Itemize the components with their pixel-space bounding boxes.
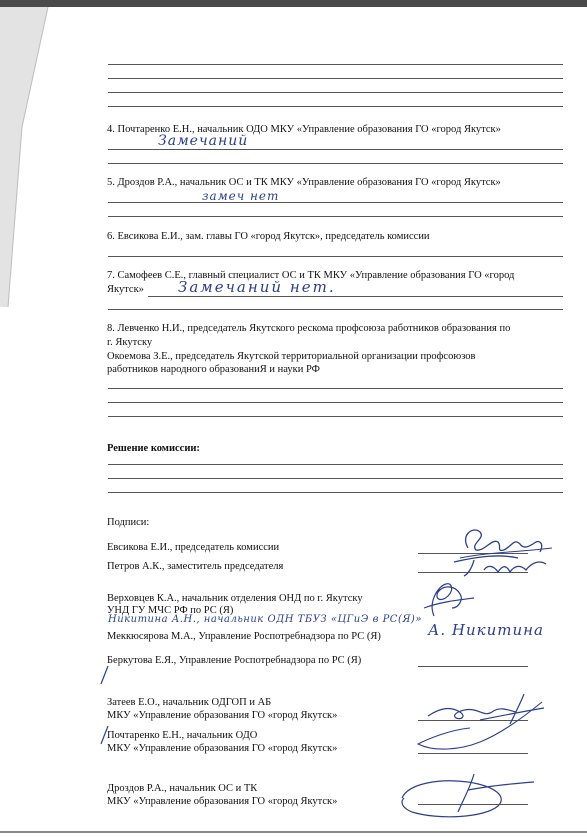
blank-line	[108, 402, 563, 403]
signer-pochtarenko-line-2: МКУ «Управление образования ГО «город Якутск»	[107, 743, 338, 754]
signer-zateev-line-2: МКУ «Управление образования ГО «город Якутск»	[107, 710, 338, 721]
handwritten-signer-name: А. Никитина	[428, 621, 544, 639]
blank-line	[108, 388, 563, 389]
section-8-line-3: Окоемова З.Е., председатель Якутской территориальной организации профсоюзов	[107, 351, 476, 362]
signature-petrov	[440, 548, 560, 580]
decision-heading: Решение комиссии:	[107, 443, 200, 454]
blank-line	[108, 163, 563, 164]
section-7-line-2: Якутск»	[107, 284, 144, 295]
blank-line	[108, 106, 563, 107]
blank-line	[108, 464, 563, 465]
signature-line	[418, 666, 528, 667]
scan-fold-shadow	[0, 7, 60, 307]
section-5-text: 5. Дроздов Р.А., начальник ОС и ТК МКУ «Управление образования ГО «город Якутск»	[107, 177, 501, 188]
signature-drozdov	[398, 768, 548, 824]
signer-evsikova: Евсикова Е.И., председатель комиссии	[107, 542, 280, 553]
blank-line	[148, 296, 563, 297]
signatures-heading: Подписи:	[107, 517, 150, 528]
section-4-handwriting: Замечаний	[158, 133, 249, 149]
signer-mekkyusyarova: Меккюсярова М.А., Управление Роспотребнадзора по РС (Я)	[107, 631, 381, 642]
signature-pochtarenko	[410, 700, 550, 760]
blank-line	[108, 216, 563, 217]
section-8-line-2: г. Якутску	[107, 337, 153, 348]
signer-drozdov-line-2: МКУ «Управление образования ГО «город Якутск»	[107, 796, 338, 807]
signer-verkhovtsev-line-1: Верховцев К.А., начальник отделения ОНД по г. Якутску	[107, 593, 363, 604]
blank-line	[108, 149, 563, 150]
blank-line	[108, 492, 563, 493]
blank-line	[108, 202, 563, 203]
signer-petrov: Петров А.К., заместитель председателя	[107, 561, 284, 572]
section-4-text: 4. Почтаренко Е.Н., начальник ОДО МКУ «Управление образования ГО «город Якутск»	[107, 124, 501, 135]
blank-line	[108, 92, 563, 93]
section-6-text: 6. Евсикова Е.И., зам. главы ГО «город Якутск», председатель комиссии	[107, 231, 430, 242]
signer-drozdov-line-1: Дроздов Р.А., начальник ОС и ТК	[107, 783, 258, 794]
blank-line	[108, 256, 563, 257]
section-7-line-1: 7. Самофеев С.Е., главный специалист ОС и ТК МКУ «Управление образования ГО «город	[107, 270, 515, 281]
section-7-handwriting: Замечаний нет.	[178, 278, 336, 296]
signer-verkhovtsev-line-2: УНД ГУ МЧС РФ по РС (Я)	[107, 605, 234, 616]
signer-pochtarenko-line-1: Почтаренко Е.Н., начальник ОДО	[107, 730, 258, 741]
scan-top-edge	[0, 0, 587, 7]
signer-zateev-line-1: Затеев Е.О., начальник ОДГОП и АБ	[107, 697, 272, 708]
section-8-line-1: 8. Левченко Н.И., председатель Якутского рескома профсоюза работников образования по	[107, 323, 511, 334]
blank-line	[108, 309, 563, 310]
signature-verkhovtsev	[412, 578, 482, 622]
blank-line	[108, 64, 563, 65]
blank-line	[108, 478, 563, 479]
section-5-handwriting: замеч нет	[202, 189, 280, 203]
blank-line	[108, 78, 563, 79]
signer-berkutova: Беркутова Е.Я., Управление Роспотребнадзора по РС (Я)	[107, 655, 362, 666]
handwritten-signer-line: Никитина А.Н., начальник ОДН ТБУЗ «ЦГиЭ в РС(Я)»	[108, 614, 422, 625]
blank-line	[108, 416, 563, 417]
margin-tick-mark	[98, 664, 110, 686]
scan-bottom-edge	[0, 831, 587, 833]
section-8-line-4: работников народного образованиЯ и науки РФ	[107, 364, 320, 375]
